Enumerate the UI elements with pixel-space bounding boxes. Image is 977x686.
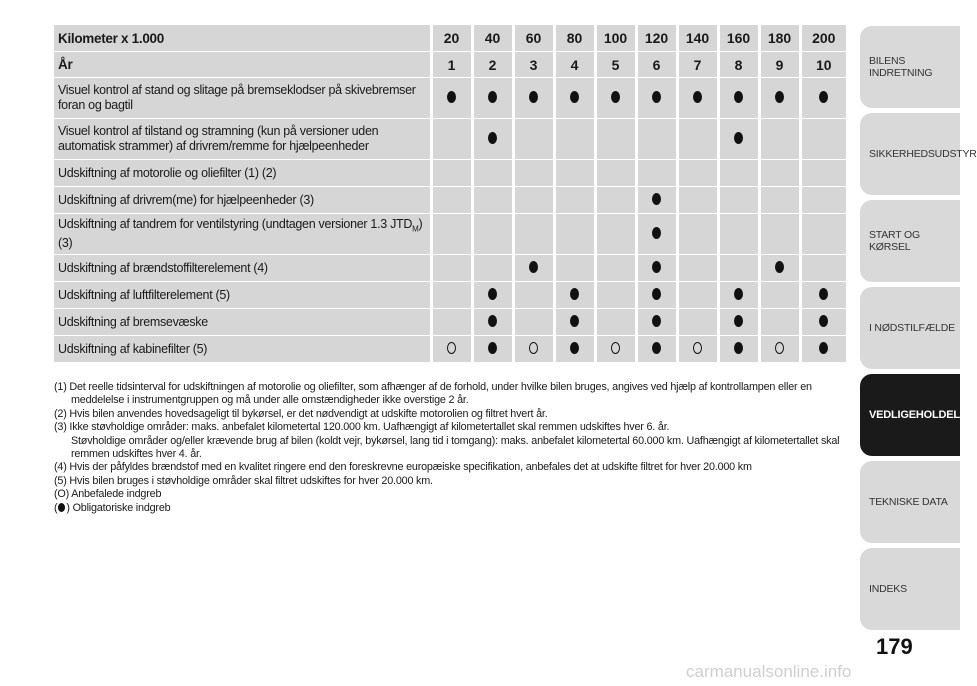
km-header-cell: 60 — [513, 25, 554, 52]
filled-dot-icon — [819, 288, 828, 300]
filled-dot-icon — [652, 342, 661, 354]
legend-optional: (O) Anbefalede indgreb — [54, 488, 162, 501]
filled-dot-icon — [775, 261, 784, 273]
interval-cell — [472, 187, 513, 214]
filled-dot-icon — [819, 91, 828, 103]
km-header-cell: 160 — [718, 25, 759, 52]
interval-cell — [513, 282, 554, 309]
open-circle-icon — [611, 342, 620, 354]
interval-cell — [800, 78, 846, 119]
interval-cell — [677, 336, 718, 363]
km-header-cell: 100 — [595, 25, 636, 52]
year-header-cell: 5 — [595, 52, 636, 78]
interval-cell — [554, 160, 595, 187]
table-row — [54, 160, 846, 187]
km-header-cell: 40 — [472, 25, 513, 52]
km-header-cell: 120 — [636, 25, 677, 52]
filled-dot-icon — [488, 342, 497, 354]
interval-cell — [431, 336, 472, 363]
interval-cell — [759, 187, 800, 214]
service-label: Visuel kontrol af tilstand og stramning (kun på versioner uden automatisk strammer) af drivrem/remme for hjælpeenheder — [54, 119, 431, 160]
filled-dot-icon — [734, 288, 743, 300]
interval-cell — [677, 119, 718, 160]
filled-dot-icon — [529, 261, 538, 273]
interval-cell — [472, 214, 513, 255]
table-row — [54, 309, 846, 336]
tab-indeks[interactable]: INDEKS — [860, 548, 960, 630]
table-row — [54, 282, 846, 309]
interval-cell — [718, 336, 759, 363]
interval-cell — [677, 309, 718, 336]
filled-dot-icon — [775, 91, 784, 103]
service-label — [54, 214, 431, 255]
filled-dot-icon — [570, 91, 579, 103]
interval-cell — [759, 160, 800, 187]
interval-cell — [759, 119, 800, 160]
year-header-cell: 6 — [636, 52, 677, 78]
year-header-cell: 9 — [759, 52, 800, 78]
table-row — [54, 78, 846, 119]
filled-dot-icon — [529, 91, 538, 103]
open-circle-icon — [693, 342, 702, 354]
interval-cell — [800, 282, 846, 309]
interval-cell — [472, 282, 513, 309]
interval-cell — [513, 187, 554, 214]
filled-dot-icon — [570, 342, 579, 354]
page-number: 179 — [876, 634, 913, 659]
open-circle-icon — [529, 342, 538, 354]
interval-cell — [554, 255, 595, 282]
service-label: Udskiftning af bremsevæske — [54, 309, 431, 336]
watermark: carmanualsonline.info — [686, 662, 852, 681]
interval-cell — [759, 336, 800, 363]
interval-cell — [513, 309, 554, 336]
legend-open-paren: ( — [54, 501, 58, 514]
table-row — [54, 255, 846, 282]
interval-cell — [800, 187, 846, 214]
interval-cell — [554, 187, 595, 214]
km-header-cell: 140 — [677, 25, 718, 52]
filled-dot-icon — [488, 315, 497, 327]
service-label: Udskiftning af kabinefilter (5) — [54, 336, 431, 363]
interval-cell — [513, 214, 554, 255]
interval-cell — [513, 78, 554, 119]
interval-cell — [718, 78, 759, 119]
tab-start-og-korsel[interactable]: START OG KØRSEL — [860, 200, 960, 282]
filled-dot-icon — [488, 288, 497, 300]
filled-dot-icon — [652, 315, 661, 327]
interval-cell — [759, 309, 800, 336]
year-header-cell: 8 — [718, 52, 759, 78]
interval-cell — [595, 282, 636, 309]
interval-cell — [718, 119, 759, 160]
year-header-cell: 7 — [677, 52, 718, 78]
interval-cell — [636, 282, 677, 309]
footnotes — [54, 381, 854, 515]
interval-cell — [677, 255, 718, 282]
service-label-part: Udskiftning af tandrem for ventilstyring (undtagen versioner 1.3 JTD — [58, 216, 413, 231]
service-label-part: ) (3) — [58, 216, 423, 251]
interval-cell — [759, 255, 800, 282]
tab-vedligeholdelse[interactable]: VEDLIGEHOLDELSE — [860, 374, 960, 456]
interval-cell — [472, 336, 513, 363]
interval-cell — [431, 160, 472, 187]
service-label-subscript: M — [412, 224, 419, 234]
interval-cell — [595, 309, 636, 336]
service-label: Udskiftning af luftfilterelement (5) — [54, 282, 431, 309]
interval-cell — [718, 214, 759, 255]
interval-cell — [718, 255, 759, 282]
footnote-1: (1) Det reelle tidsinterval for udskiftningen af motorolie og oliefilter, som afhænger af de forhold, under hvilke bilen bruges, angives ved hjælp af kontrollampen eller en meddelelse i instrumentgruppen og må under alle omstændigheder ikke overstige 2 år. — [54, 381, 812, 407]
year-header-row — [54, 52, 846, 78]
interval-cell — [595, 187, 636, 214]
legend-mandatory — [54, 502, 854, 515]
interval-cell — [800, 214, 846, 255]
table-row — [54, 187, 846, 214]
service-label: Udskiftning af motorolie og oliefilter (1) (2) — [54, 160, 431, 187]
interval-cell — [431, 255, 472, 282]
interval-cell — [595, 255, 636, 282]
tab-i-nodstilfaelde[interactable]: I NØDSTILFÆLDE — [860, 287, 960, 369]
interval-cell — [431, 119, 472, 160]
year-header-cell: 2 — [472, 52, 513, 78]
interval-cell — [718, 160, 759, 187]
filled-dot-icon — [488, 132, 497, 144]
year-header-cell: 4 — [554, 52, 595, 78]
interval-cell — [800, 160, 846, 187]
interval-cell — [472, 119, 513, 160]
interval-cell — [800, 119, 846, 160]
interval-cell — [636, 214, 677, 255]
filled-dot-icon — [693, 91, 702, 103]
filled-dot-icon — [652, 288, 661, 300]
interval-cell — [800, 255, 846, 282]
table-row — [54, 119, 846, 160]
tab-sikkerhedsudstyr[interactable]: SIKKERHEDSUDSTYR — [860, 113, 960, 195]
filled-dot-icon — [58, 503, 65, 512]
interval-cell — [718, 282, 759, 309]
interval-cell — [595, 214, 636, 255]
interval-cell — [513, 255, 554, 282]
chapter-sidebar — [860, 26, 977, 635]
interval-cell — [677, 282, 718, 309]
interval-cell — [513, 160, 554, 187]
open-circle-icon — [775, 342, 784, 354]
footnote-3: (3) Ikke støvholdige områder: maks. anbefalet kilometertal 120.000 km. Uafhængigt af kilometertallet skal remmen udskiftes hver 6. år. — [54, 421, 670, 434]
filled-dot-icon — [734, 315, 743, 327]
interval-cell — [718, 309, 759, 336]
interval-cell — [513, 336, 554, 363]
interval-cell — [595, 119, 636, 160]
tab-bilens-indretning[interactable]: BILENS INDRETNING — [860, 26, 960, 108]
maintenance-schedule-table — [54, 25, 846, 363]
table-row — [54, 336, 846, 363]
open-circle-icon — [447, 342, 456, 354]
interval-cell — [636, 119, 677, 160]
year-header-label: År — [54, 52, 431, 78]
service-label: Visuel kontrol af stand og slitage på bremseklodser på skivebremser foran og bagtil — [54, 78, 431, 119]
filled-dot-icon — [734, 132, 743, 144]
filled-dot-icon — [734, 342, 743, 354]
service-label: Udskiftning af brændstoffilterelement (4) — [54, 255, 431, 282]
interval-cell — [677, 187, 718, 214]
interval-cell — [636, 255, 677, 282]
interval-cell — [595, 160, 636, 187]
filled-dot-icon — [570, 288, 579, 300]
filled-dot-icon — [652, 227, 661, 239]
interval-cell — [677, 214, 718, 255]
interval-cell — [800, 336, 846, 363]
filled-dot-icon — [447, 91, 456, 103]
interval-cell — [759, 214, 800, 255]
interval-cell — [595, 78, 636, 119]
filled-dot-icon — [652, 261, 661, 273]
interval-cell — [554, 119, 595, 160]
filled-dot-icon — [570, 315, 579, 327]
km-header-cell: 20 — [431, 25, 472, 52]
interval-cell — [431, 187, 472, 214]
interval-cell — [554, 214, 595, 255]
interval-cell — [431, 214, 472, 255]
km-header-cell: 200 — [800, 25, 846, 52]
interval-cell — [431, 309, 472, 336]
interval-cell — [595, 336, 636, 363]
tab-tekniske-data[interactable]: TEKNISKE DATA — [860, 461, 960, 543]
table-row — [54, 214, 846, 255]
interval-cell — [718, 187, 759, 214]
year-header-cell: 10 — [800, 52, 846, 78]
interval-cell — [759, 78, 800, 119]
filled-dot-icon — [819, 342, 828, 354]
interval-cell — [636, 160, 677, 187]
interval-cell — [431, 282, 472, 309]
interval-cell — [636, 187, 677, 214]
interval-cell — [677, 78, 718, 119]
interval-cell — [800, 309, 846, 336]
year-header-cell: 3 — [513, 52, 554, 78]
interval-cell — [554, 282, 595, 309]
footnote-4: (4) Hvis der påfyldes brændstof med en kvalitet ringere end den foreskrevne europæiske specifikation, anbefales det at udskifte filtret for hver 20.000 km — [54, 461, 752, 474]
footnote-3-continued: Støvholdige områder og/eller krævende brug af bilen (koldt vejr, bykørsel, lang tid i tomgang): maks. anbefalet kilometertal 60.000 km. Uafhængigt af kilometertallet skal remmen udskiftes hver 4. år. — [71, 434, 840, 461]
filled-dot-icon — [819, 315, 828, 327]
interval-cell — [759, 282, 800, 309]
interval-cell — [513, 119, 554, 160]
interval-cell — [636, 309, 677, 336]
filled-dot-icon — [488, 91, 497, 103]
filled-dot-icon — [611, 91, 620, 103]
interval-cell — [554, 78, 595, 119]
filled-dot-icon — [652, 91, 661, 103]
footnote-2: (2) Hvis bilen anvendes hovedsageligt til bykørsel, er det nødvendigt at udskifte motorolien og filtret hvert år. — [54, 407, 548, 420]
interval-cell — [472, 255, 513, 282]
interval-cell — [472, 160, 513, 187]
km-header-row — [54, 25, 846, 52]
interval-cell — [431, 78, 472, 119]
interval-cell — [554, 309, 595, 336]
filled-dot-icon — [734, 91, 743, 103]
interval-cell — [472, 78, 513, 119]
filled-dot-icon — [652, 193, 661, 205]
km-header-label: Kilometer x 1.000 — [54, 25, 431, 52]
year-header-cell: 1 — [431, 52, 472, 78]
interval-cell — [636, 336, 677, 363]
service-label: Udskiftning af drivrem(me) for hjælpeenheder (3) — [54, 187, 431, 214]
km-header-cell: 180 — [759, 25, 800, 52]
interval-cell — [677, 160, 718, 187]
legend-mandatory-text: ) Obligatoriske indgreb — [66, 501, 171, 514]
interval-cell — [472, 309, 513, 336]
footnote-5: (5) Hvis bilen bruges i støvholdige områder skal filtret udskiftes for hver 20.000 km. — [54, 474, 433, 487]
km-header-cell: 80 — [554, 25, 595, 52]
interval-cell — [636, 78, 677, 119]
interval-cell — [554, 336, 595, 363]
